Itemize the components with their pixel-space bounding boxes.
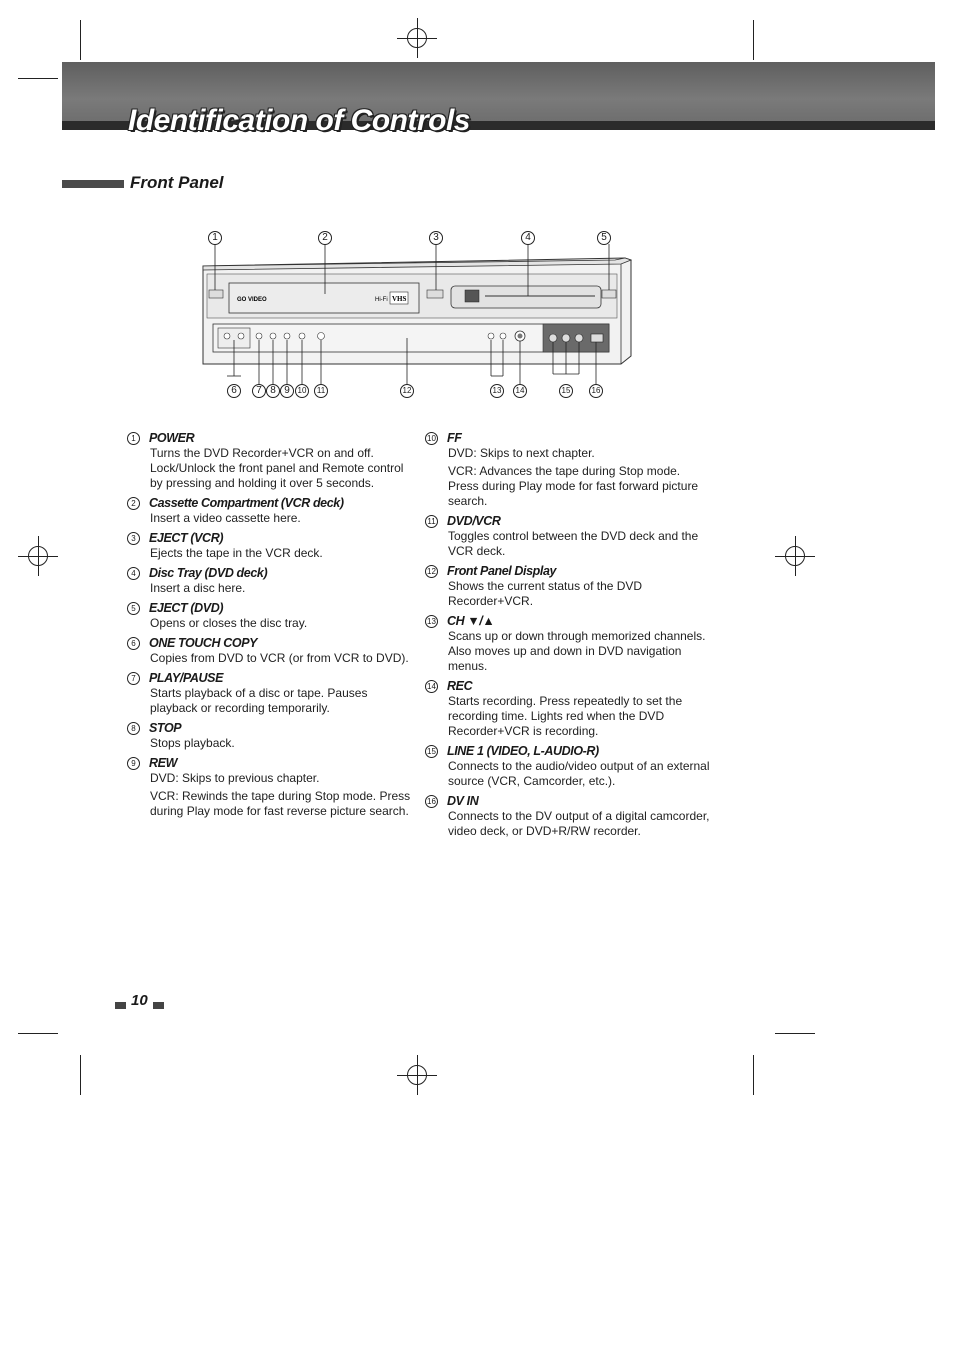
- brand-label: GO VIDEO: [237, 297, 267, 303]
- crop-mark: [753, 20, 754, 60]
- item-desc: Connects to the audio/video output of an external source (VCR, Camcorder, etc.).: [448, 759, 710, 788]
- item-term: DV IN: [447, 794, 479, 808]
- item-desc: Toggles control between the DVD deck and the VCR deck.: [448, 529, 699, 558]
- item-rec: [425, 678, 695, 739]
- item-play-pause: [127, 670, 397, 716]
- item-desc: Insert a disc here.: [150, 581, 246, 595]
- section-bar: [62, 180, 124, 188]
- item-desc: Stops playback.: [150, 736, 235, 750]
- item-dvd-vcr: [425, 513, 699, 559]
- crop-mark: [775, 1033, 815, 1034]
- item-disc-tray: [127, 565, 397, 596]
- item-number: 14: [425, 680, 438, 693]
- item-term: Cassette Compartment (VCR deck): [149, 496, 344, 510]
- callout-13: 13: [490, 384, 504, 398]
- item-desc: Scans up or down through memorized channels. Also moves up and down in DVD navigation menus.: [448, 629, 706, 673]
- front-panel-diagram: [195, 228, 645, 403]
- item-rew: [127, 755, 411, 819]
- item-stop: [127, 720, 397, 751]
- item-desc: Opens or closes the disc tray.: [150, 616, 308, 630]
- device-illustration: [195, 228, 645, 403]
- item-desc: Shows the current status of the DVD Recorder+VCR.: [448, 579, 643, 608]
- item-number: 6: [127, 637, 140, 650]
- item-term: CH ▼/▲: [447, 614, 495, 628]
- registration-mark: [397, 1055, 437, 1095]
- item-number: 15: [425, 745, 438, 758]
- item-term: FF: [447, 431, 462, 445]
- item-term: REC: [447, 679, 473, 693]
- item-desc: DVD: Skips to previous chapter.: [150, 771, 320, 785]
- item-number: 8: [127, 722, 140, 735]
- item-desc: DVD: Skips to next chapter.: [448, 446, 595, 460]
- item-number: 1: [127, 432, 140, 445]
- item-cassette-compartment: [127, 495, 397, 526]
- description-column-left: [127, 430, 411, 823]
- page-number-bar-left: [115, 1002, 126, 1009]
- item-desc: Connects to the DV output of a digital camcorder, video deck, or DVD+R/RW recorder.: [448, 809, 710, 838]
- item-term: EJECT (VCR): [149, 531, 224, 545]
- item-term: PLAY/PAUSE: [149, 671, 224, 685]
- item-desc: Copies from DVD to VCR (or from VCR to DVD).: [150, 651, 409, 665]
- item-desc: Starts recording. Press repeatedly to set the recording time. Lights red when the DVD Recorder+VCR is recording.: [448, 694, 683, 738]
- item-desc: Ejects the tape in the VCR deck.: [150, 546, 323, 560]
- callout-7: 7: [252, 384, 266, 398]
- vhs-label: VHS: [392, 295, 407, 303]
- section-title: Front Panel: [130, 173, 224, 192]
- callout-8: 8: [266, 384, 280, 398]
- crop-mark: [18, 78, 58, 79]
- item-ch: [425, 613, 706, 674]
- item-one-touch-copy: [127, 635, 409, 666]
- item-term: DVD/VCR: [447, 514, 501, 528]
- callout-2: 2: [318, 231, 332, 245]
- item-number: 13: [425, 615, 438, 628]
- callout-4: 4: [521, 231, 535, 245]
- callout-1: 1: [208, 231, 222, 245]
- item-number: 9: [127, 757, 140, 770]
- item-desc: Starts playback of a disc or tape. Pauses playback or recording temporarily.: [150, 686, 368, 715]
- item-term: EJECT (DVD): [149, 601, 224, 615]
- hifi-label: Hi-Fi: [375, 297, 388, 303]
- item-term: LINE 1 (VIDEO, L-AUDIO-R): [447, 744, 599, 758]
- item-number: 11: [425, 515, 438, 528]
- item-term: POWER: [149, 431, 195, 445]
- crop-mark: [80, 20, 81, 60]
- page-number-bar-right: [153, 1002, 164, 1009]
- item-dv-in: [425, 793, 710, 839]
- callout-12: 12: [400, 384, 414, 398]
- item-eject-vcr: [127, 530, 397, 561]
- item-number: 5: [127, 602, 140, 615]
- item-power: [127, 430, 404, 491]
- crop-mark: [18, 1033, 58, 1034]
- item-eject-dvd: [127, 600, 397, 631]
- item-term: Front Panel Display: [447, 564, 557, 578]
- page-number: 10: [131, 992, 148, 1009]
- item-desc: VCR: Advances the tape during Stop mode. Press during Play mode for fast forward picture search.: [448, 464, 699, 508]
- registration-mark: [775, 536, 815, 576]
- item-front-panel-display: [425, 563, 695, 609]
- item-number: 10: [425, 432, 438, 445]
- crop-mark: [80, 1055, 81, 1095]
- callout-14: 14: [513, 384, 527, 398]
- description-column-right: [425, 430, 710, 843]
- callout-6: 6: [227, 384, 241, 398]
- callout-3: 3: [429, 231, 443, 245]
- item-term: STOP: [149, 721, 182, 735]
- callout-11: 11: [314, 384, 328, 398]
- item-term: Disc Tray (DVD deck): [149, 566, 268, 580]
- item-desc: Insert a video cassette here.: [150, 511, 301, 525]
- callout-15: 15: [559, 384, 573, 398]
- crop-mark: [753, 1055, 754, 1095]
- item-number: 12: [425, 565, 438, 578]
- item-ff: [425, 430, 699, 509]
- registration-mark: [18, 536, 58, 576]
- callout-10: 10: [295, 384, 309, 398]
- item-desc: Turns the DVD Recorder+VCR on and off. Lock/Unlock the front panel and Remote control by pressing and holding it over 5 seconds.: [150, 446, 404, 490]
- registration-mark: [397, 18, 437, 58]
- item-number: 4: [127, 567, 140, 580]
- item-number: 3: [127, 532, 140, 545]
- callout-16: 16: [589, 384, 603, 398]
- item-term: ONE TOUCH COPY: [149, 636, 258, 650]
- item-number: 16: [425, 795, 438, 808]
- item-term: REW: [149, 756, 177, 770]
- item-line-1: [425, 743, 710, 789]
- item-number: 7: [127, 672, 140, 685]
- item-number: 2: [127, 497, 140, 510]
- callout-5: 5: [597, 231, 611, 245]
- item-desc: VCR: Rewinds the tape during Stop mode. Press during Play mode for fast reverse picture search.: [150, 789, 411, 818]
- callout-9: 9: [280, 384, 294, 398]
- page-title: Identification of Controls: [128, 104, 470, 137]
